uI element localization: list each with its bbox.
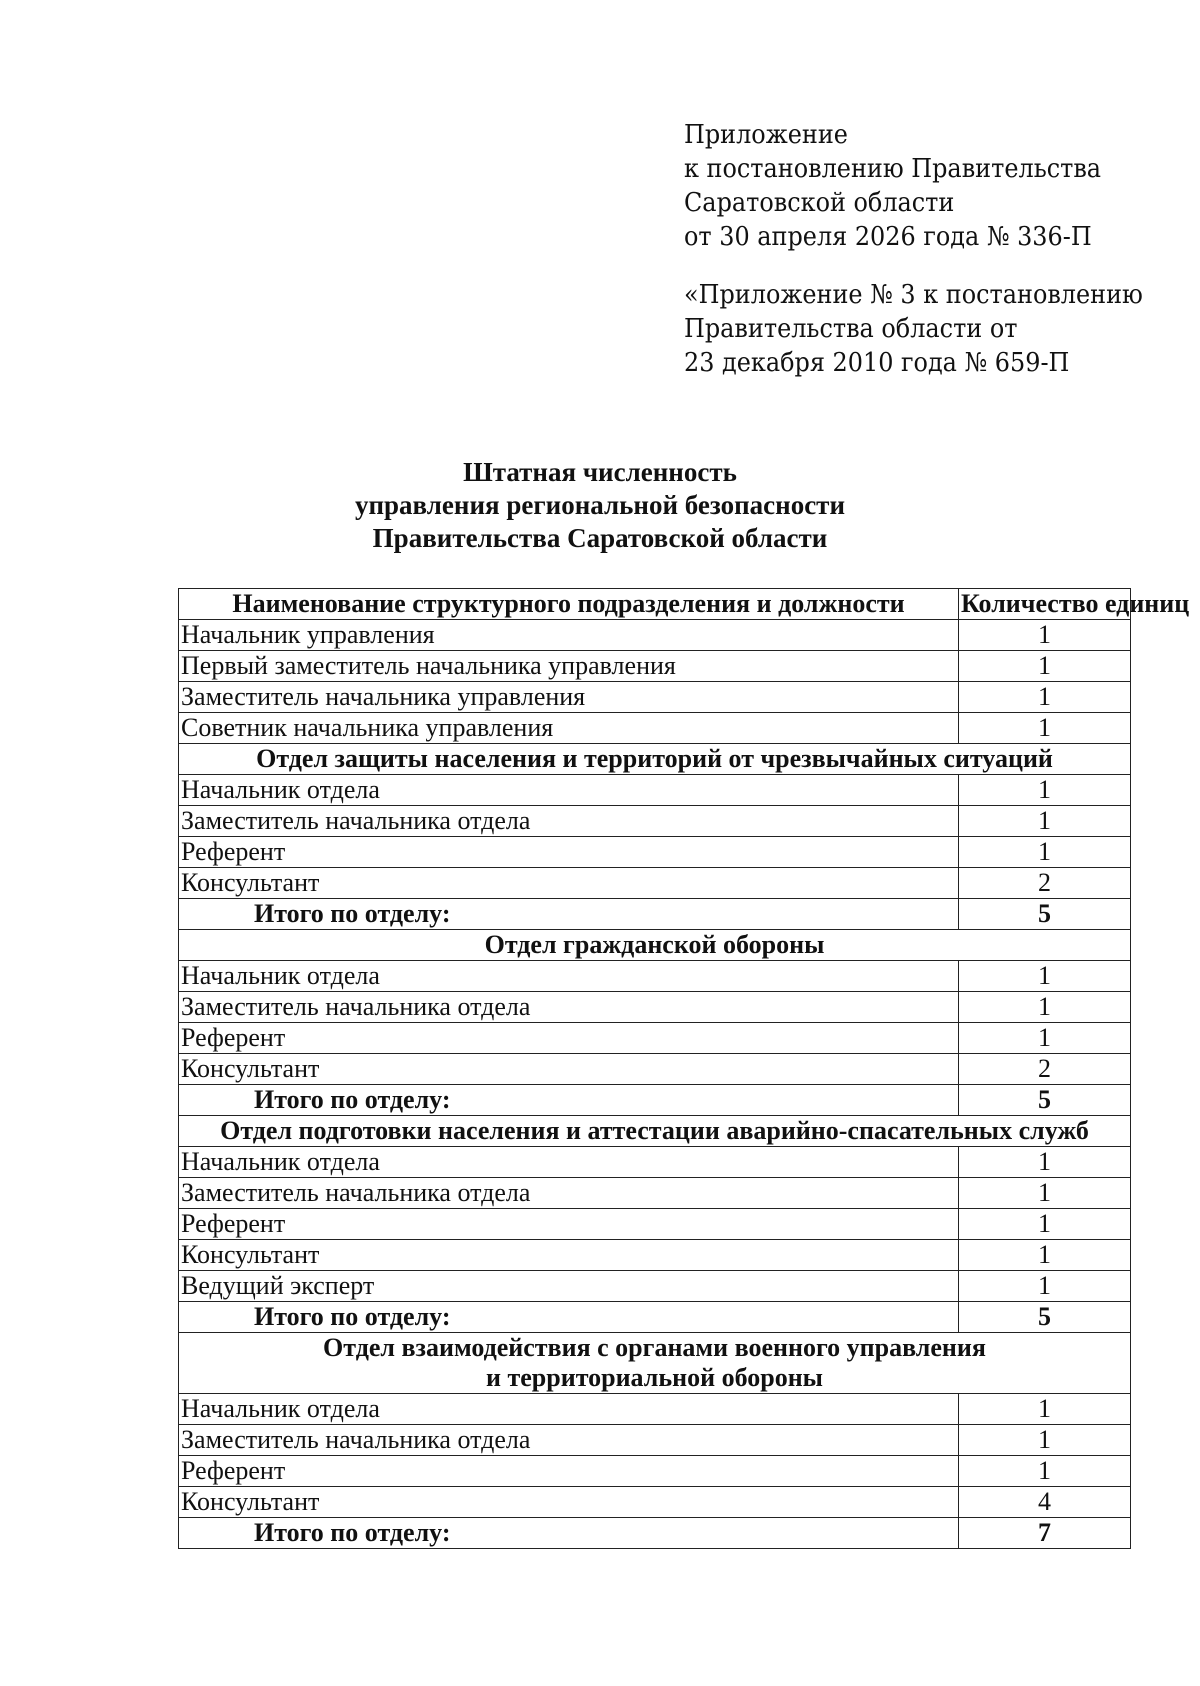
unit-count: 1 <box>959 682 1131 713</box>
position-name: Начальник отдела <box>179 961 959 992</box>
position-row <box>179 713 1131 744</box>
position-name: Консультант <box>179 1240 959 1271</box>
department-total-row <box>179 1085 1131 1116</box>
position-row <box>179 775 1131 806</box>
amended-appendix-line: Правительства области от <box>684 314 1018 344</box>
total-label: Итого по отделу: <box>179 1085 959 1116</box>
position-row <box>179 1209 1131 1240</box>
unit-count: 1 <box>959 620 1131 651</box>
unit-count: 1 <box>959 1209 1131 1240</box>
unit-count: 1 <box>959 837 1131 868</box>
position-name: Заместитель начальника отдела <box>179 806 959 837</box>
position-name: Заместитель начальника отдела <box>179 992 959 1023</box>
total-count: 7 <box>959 1518 1131 1549</box>
unit-count: 1 <box>959 1178 1131 1209</box>
position-row <box>179 961 1131 992</box>
unit-count: 1 <box>959 1147 1131 1178</box>
position-name: Начальник управления <box>179 620 959 651</box>
unit-count: 1 <box>959 1240 1131 1271</box>
department-name-line: Отдел взаимодействия с органами военного управления <box>323 1333 986 1362</box>
position-name: Начальник отдела <box>179 775 959 806</box>
position-row <box>179 1054 1131 1085</box>
position-name: Заместитель начальника управления <box>179 682 959 713</box>
department-total-row <box>179 1302 1131 1333</box>
unit-count: 4 <box>959 1487 1131 1518</box>
department-total-row <box>179 899 1131 930</box>
department-name: Отдел подготовки населения и аттестации аварийно-спасательных служб <box>179 1116 1131 1147</box>
position-name: Референт <box>179 1456 959 1487</box>
appendix-block <box>684 118 1144 380</box>
appendix-line: к постановлению Правительства <box>684 154 1102 184</box>
position-name: Советник начальника управления <box>179 713 959 744</box>
position-row <box>179 682 1131 713</box>
unit-count: 1 <box>959 992 1131 1023</box>
department-name: Отдел защиты населения и территорий от чрезвычайных ситуаций <box>179 744 1131 775</box>
department-heading-row <box>179 744 1131 775</box>
department-heading-row <box>179 1116 1131 1147</box>
amended-appendix-line: 23 декабря 2010 года № 659-П <box>684 348 1070 378</box>
appendix-line: от 30 апреля 2026 года № 336-П <box>684 222 1092 252</box>
position-row <box>179 1271 1131 1302</box>
appendix-gap <box>684 254 1144 278</box>
position-row <box>179 1240 1131 1271</box>
unit-count: 1 <box>959 1394 1131 1425</box>
unit-count: 2 <box>959 1054 1131 1085</box>
position-row <box>179 651 1131 682</box>
department-name-line: и территориальной обороны <box>486 1363 823 1392</box>
appendix-line: Саратовской области <box>684 188 955 218</box>
department-name <box>179 1333 1131 1394</box>
position-row <box>179 1178 1131 1209</box>
position-name: Начальник отдела <box>179 1147 959 1178</box>
unit-count: 2 <box>959 868 1131 899</box>
position-row <box>179 992 1131 1023</box>
table-body <box>179 620 1131 1549</box>
unit-count: 1 <box>959 961 1131 992</box>
appendix-line: Приложение <box>684 120 848 150</box>
amended-appendix-line: «Приложение № 3 к постановлению <box>684 280 1143 310</box>
unit-count: 1 <box>959 1425 1131 1456</box>
unit-count: 1 <box>959 1271 1131 1302</box>
position-name: Референт <box>179 837 959 868</box>
table-header <box>179 589 1190 620</box>
position-name: Первый заместитель начальника управления <box>179 651 959 682</box>
total-count: 5 <box>959 1302 1131 1333</box>
title-line: Правительства Саратовской области <box>372 523 828 553</box>
total-label: Итого по отделу: <box>179 899 959 930</box>
position-name: Консультант <box>179 1054 959 1085</box>
unit-count: 1 <box>959 651 1131 682</box>
total-count: 5 <box>959 1085 1131 1116</box>
header-row <box>179 589 1131 620</box>
position-row <box>179 837 1131 868</box>
position-row <box>179 1147 1131 1178</box>
department-total-row <box>179 1518 1131 1549</box>
department-name: Отдел гражданской обороны <box>179 930 1131 961</box>
position-name: Заместитель начальника отдела <box>179 1425 959 1456</box>
position-row <box>179 1394 1131 1425</box>
position-row <box>179 806 1131 837</box>
position-name: Заместитель начальника отдела <box>179 1178 959 1209</box>
position-name: Референт <box>179 1209 959 1240</box>
unit-count: 1 <box>959 1023 1131 1054</box>
position-name: Референт <box>179 1023 959 1054</box>
department-heading-row <box>179 930 1131 961</box>
total-label: Итого по отделу: <box>179 1518 959 1549</box>
unit-count: 1 <box>959 1456 1131 1487</box>
position-name: Начальник отдела <box>179 1394 959 1425</box>
position-name: Консультант <box>179 1487 959 1518</box>
header-unit-count: Количество единиц <box>959 589 1131 620</box>
position-row <box>179 1023 1131 1054</box>
position-row <box>179 1456 1131 1487</box>
position-name: Ведущий эксперт <box>179 1271 959 1302</box>
total-label: Итого по отделу: <box>179 1302 959 1333</box>
unit-count: 1 <box>959 713 1131 744</box>
unit-count: 1 <box>959 775 1131 806</box>
position-row <box>179 868 1131 899</box>
staffing-table <box>178 588 1190 1549</box>
header-position-name: Наименование структурного подразделения и должности <box>179 589 959 620</box>
position-name: Консультант <box>179 868 959 899</box>
position-row <box>179 1487 1131 1518</box>
document-title <box>0 456 1200 555</box>
title-line: Штатная численность <box>463 457 737 487</box>
position-row <box>179 1425 1131 1456</box>
title-line: управления региональной безопасности <box>354 490 846 520</box>
total-count: 5 <box>959 899 1131 930</box>
unit-count: 1 <box>959 806 1131 837</box>
position-row <box>179 620 1131 651</box>
department-heading-row <box>179 1333 1131 1394</box>
